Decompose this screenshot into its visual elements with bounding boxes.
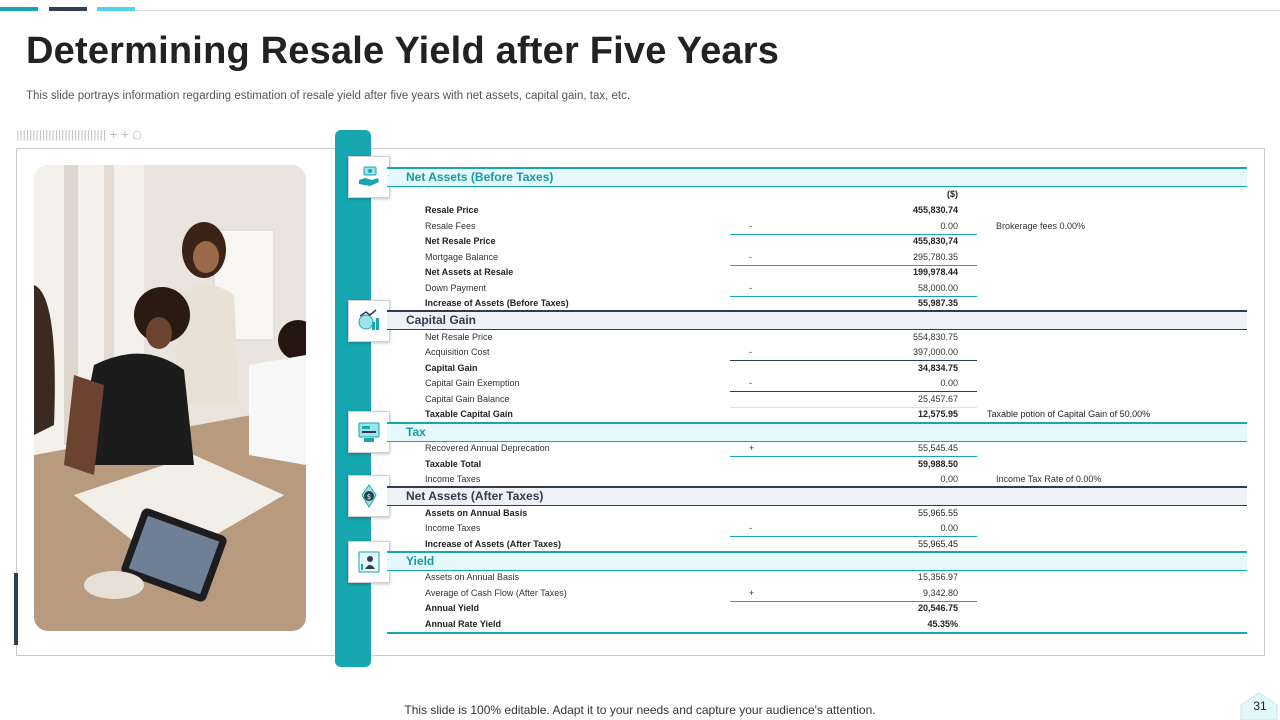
decorative-tick-marks: |||||||||||||||||||||||||||| + + ○ [16,128,142,141]
row-label: Mortgage Balance [425,252,499,262]
row-value: 25,457.67 [917,394,958,404]
row-label: Net Resale Price [425,236,496,246]
row-label: Acquisition Cost [425,347,490,357]
row-note: Income Tax Rate of 0.00% [996,474,1102,484]
hand-money-icon-box [348,156,390,198]
row-sign: - [749,252,752,262]
row-value: 0.00 [940,378,958,388]
investor-chart-icon-box [348,541,390,583]
row-value: 45.35% [927,619,958,629]
table-row [387,265,1247,280]
accent-bar-navy [49,7,87,11]
table-row [387,617,1247,632]
top-rule [135,10,1280,11]
row-label: Taxable Total [425,459,482,469]
row-label: Taxable Capital Gain [425,409,513,419]
row-sign: - [749,221,752,231]
table-row [387,234,1247,249]
footer-note: This slide is 100% editable. Adapt it to your needs and capture your audience's attention. [404,703,876,717]
left-accent-bar [14,573,18,645]
row-value: 397,000.00 [912,347,958,357]
row-value: 34,834.75 [917,363,958,373]
money-growth-icon [356,308,382,334]
teal-pillar [335,130,371,667]
row-value: 455,830.74 [912,205,958,215]
accent-bar-teal [0,7,38,11]
row-sign: + [749,443,755,453]
table-row [387,441,1247,456]
row-label: Income Taxes [425,474,481,484]
table-row [387,392,1247,407]
row-value: 199,978.44 [912,267,958,277]
row-label: Income Taxes [425,523,481,533]
table-row [387,345,1247,360]
row-label: Assets on Annual Basis [425,572,520,582]
row-label: Increase of Assets (Before Taxes) [425,298,569,308]
row-sign: - [749,347,752,357]
table-row [387,219,1247,234]
row-value: 0,00 [940,474,958,484]
table-row [387,330,1247,345]
table-row [387,296,1247,311]
accent-bar-cyan [97,7,135,11]
row-label: Resale Price [425,205,479,215]
row-value: 58,000.00 [917,283,958,293]
page-number: 31 [1253,699,1267,713]
table-row [387,506,1247,521]
investor-chart-icon [356,549,382,575]
row-sign: + [749,588,755,598]
table-row [387,521,1247,536]
row-value: 0.00 [940,523,958,533]
row-note: Brokerage fees 0.00% [996,221,1086,231]
row-note: Taxable potion of Capital Gain of 50.00% [987,409,1151,419]
table-row [387,281,1247,296]
row-label: Capital Gain [425,363,478,373]
table-row [387,457,1247,472]
row-label: Recovered Annual Deprecation [425,443,550,453]
row-label: Average of Cash Flow (After Taxes) [425,588,567,598]
row-value: 12,575.95 [917,409,958,419]
row-label: Resale Fees [425,221,476,231]
table-row [387,601,1247,616]
money-bag-icon-box [348,475,390,517]
table-row [387,203,1247,218]
hand-money-icon [356,164,382,190]
row-value: 9,342.80 [922,588,958,598]
row-label: Down Payment [425,283,487,293]
row-label: Net Assets at Resale [425,267,514,277]
section-header-tax: Tax [387,422,1247,442]
row-value: 55,987.35 [917,298,958,308]
svg-text:$: $ [366,493,372,501]
table-row [387,586,1247,601]
row-sign: - [749,283,752,293]
row-label: Assets on Annual Basis [425,508,528,518]
row-label: Annual Rate Yield [425,619,502,629]
row-label: Capital Gain Balance [425,394,510,404]
row-label: Net Resale Price [425,332,493,342]
row-value: 59,988.50 [917,459,958,469]
row-value: 295,780.35 [912,252,958,262]
row-value: 55,965.45 [917,539,958,549]
table-row [387,376,1247,391]
row-label: Increase of Assets (After Taxes) [425,539,562,549]
slide-subtitle: This slide portrays information regarding estimation of resale yield after five years with net assets, capital gain, tax, etc. [26,90,631,102]
section-header-net-assets-before: Net Assets (Before Taxes) [387,167,1247,187]
slide-title: Determining Resale Yield after Five Years [26,30,780,72]
row-value: 554,830.75 [912,332,958,342]
team-meeting-photo [34,165,306,631]
table-row [387,570,1247,585]
row-value: 55,545.45 [917,443,958,453]
section-header-yield: Yield [387,551,1247,571]
section-header-net-assets-after: Net Assets (After Taxes) [387,486,1247,506]
money-growth-icon-box [348,300,390,342]
table-bottom-rule [387,632,1247,634]
table-row [387,250,1247,265]
tax-calculator-icon [356,419,382,445]
row-value: 55,965.55 [917,508,958,518]
row-value: 455,830,74 [912,236,958,246]
row-sign: - [749,523,752,533]
table-row [387,537,1247,552]
row-sign: - [749,378,752,388]
tax-calculator-icon-box [348,411,390,453]
units-header: ($) [947,189,958,199]
row-value: 20,546.75 [917,603,958,613]
table-row [387,472,1247,487]
section-header-capital-gain: Capital Gain [387,310,1247,330]
page-number-badge [1239,691,1279,720]
money-bag-icon [356,483,382,509]
row-value: 15,356.97 [917,572,958,582]
row-label: Capital Gain Exemption [425,378,520,388]
table-row [387,361,1247,376]
row-value: 0.00 [940,221,958,231]
table-row [387,407,1247,422]
row-label: Annual Yield [425,603,480,613]
